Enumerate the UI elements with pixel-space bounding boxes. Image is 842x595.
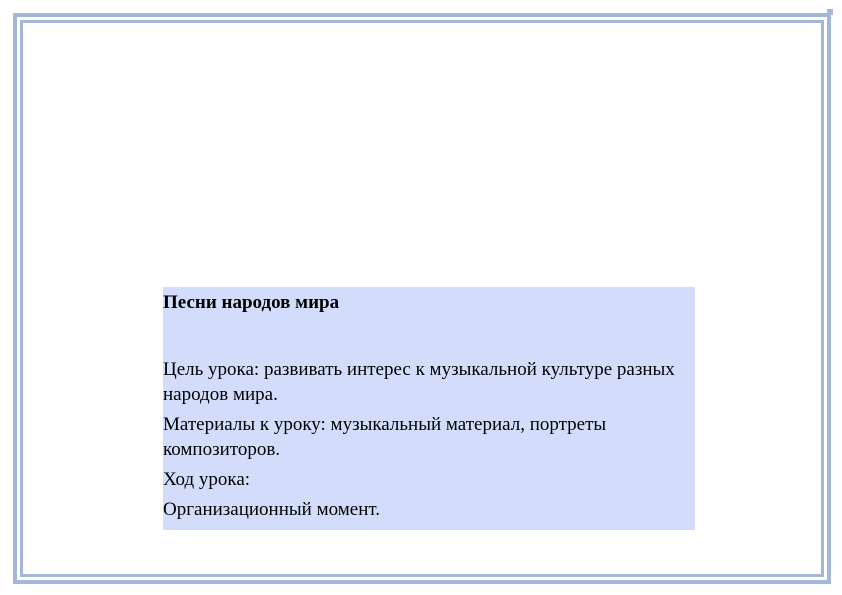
lesson-procedure-heading: Ход урока: <box>163 469 251 490</box>
frame-corner-mark <box>827 9 833 15</box>
lesson-text-block <box>163 287 695 530</box>
lesson-title: Песни народов мира <box>163 292 340 313</box>
lesson-organizational-moment: Организационный момент. <box>163 499 380 520</box>
lesson-materials-paragraph: Материалы к уроку: музыкальный материал, портреты композиторов. <box>163 414 607 460</box>
lesson-goal-paragraph: Цель урока: развивать интерес к музыкальной культуре разных народов мира. <box>163 359 675 405</box>
